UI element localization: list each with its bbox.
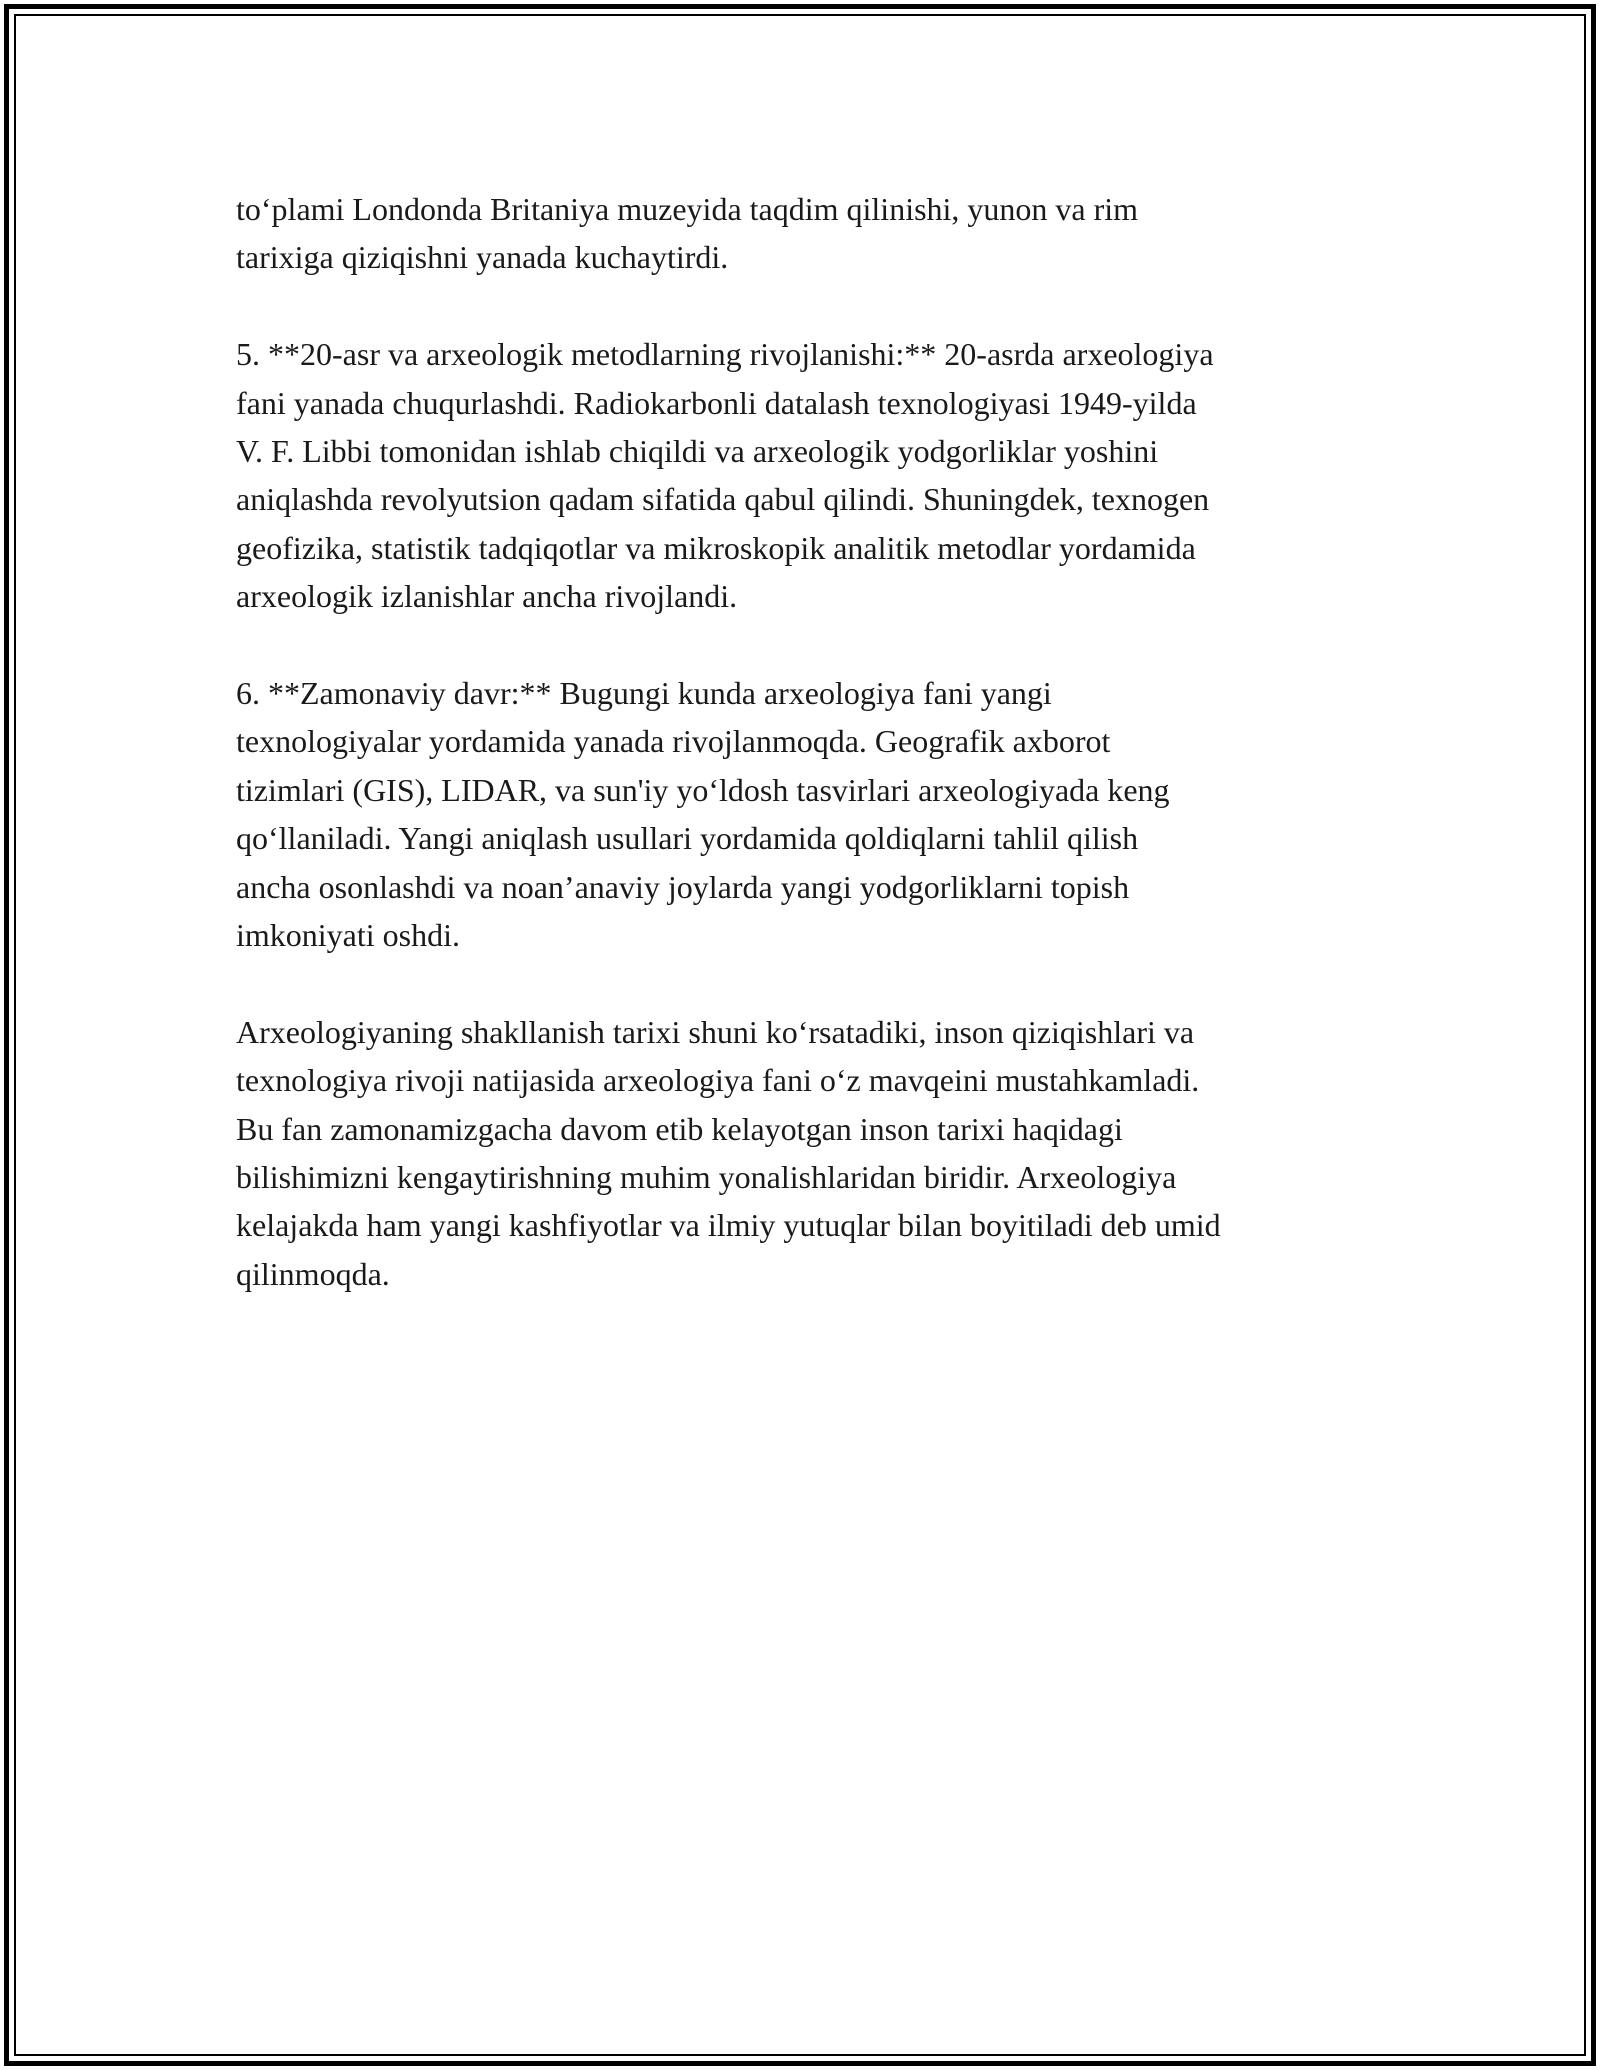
text-line: Bu fan zamonamizgacha davom etib kelayotgan inson tarixi haqidagi (236, 1110, 1123, 1147)
text-line: aniqlashda revolyutsion qadam sifatida qabul qilindi. Shuningdek, texnogen (236, 481, 1210, 518)
paragraph-item-6 (236, 669, 1376, 959)
text-line: geofizika, statistik tadqiqotlar va mikroskopik analitik metodlar yordamida (236, 529, 1196, 566)
text-line: texnologiyalar yordamida yanada rivojlanmoqda. Geografik axborot (236, 723, 1111, 760)
text-line: tarixiga qiziqishni yanada kuchaytirdi. (236, 239, 729, 276)
text-line: bilishimizni kengaytirishning muhim yonalishlaridan biridir. Arxeologiya (236, 1159, 1177, 1196)
paragraph-conclusion (236, 1008, 1376, 1298)
text-line: texnologiya rivoji natijasida arxeologiya fani o‘z mavqeini mustahkamladi. (236, 1062, 1200, 1099)
text-line: kelajakda ham yangi kashfiyotlar va ilmiy yutuqlar bilan boyitiladi deb umid (236, 1207, 1221, 1244)
document-body (236, 185, 1376, 1347)
text-line: Arxeologiyaning shakllanish tarixi shuni ko‘rsatadiki, inson qiziqishlari va (236, 1013, 1195, 1050)
text-line: V. F. Libbi tomonidan ishlab chiqildi va arxeologik yodgorliklar yoshini (236, 433, 1159, 470)
text-line: to‘plami Londonda Britaniya muzeyida taqdim qilinishi, yunon va rim (236, 191, 1139, 227)
text-line: fani yanada chuqurlashdi. Radiokarbonli datalash texnologiyasi 1949-yilda (236, 384, 1197, 421)
text-line: qilinmoqda. (236, 1255, 390, 1292)
paragraph-item-5 (236, 330, 1376, 620)
text-line: arxeologik izlanishlar ancha rivojlandi. (236, 578, 738, 615)
paragraph-continuation (236, 185, 1376, 282)
text-line: imkoniyati oshdi. (236, 917, 460, 954)
text-line: ancha osonlashdi va noan’anaviy joylarda yangi yodgorliklarni topish (236, 868, 1130, 905)
text-line: 6. **Zamonaviy davr:** Bugungi kunda arxeologiya fani yangi (236, 675, 1052, 712)
text-line: 5. **20-asr va arxeologik metodlarning rivojlanishi:** 20-asrda arxeologiya (236, 336, 1214, 373)
text-line: tizimlari (GIS), LIDAR, va sun'iy yo‘ldosh tasvirlari arxeologiyada keng (236, 771, 1170, 808)
text-line: qo‘llaniladi. Yangi aniqlash usullari yordamida qoldiqlarni tahlil qilish (236, 820, 1139, 857)
